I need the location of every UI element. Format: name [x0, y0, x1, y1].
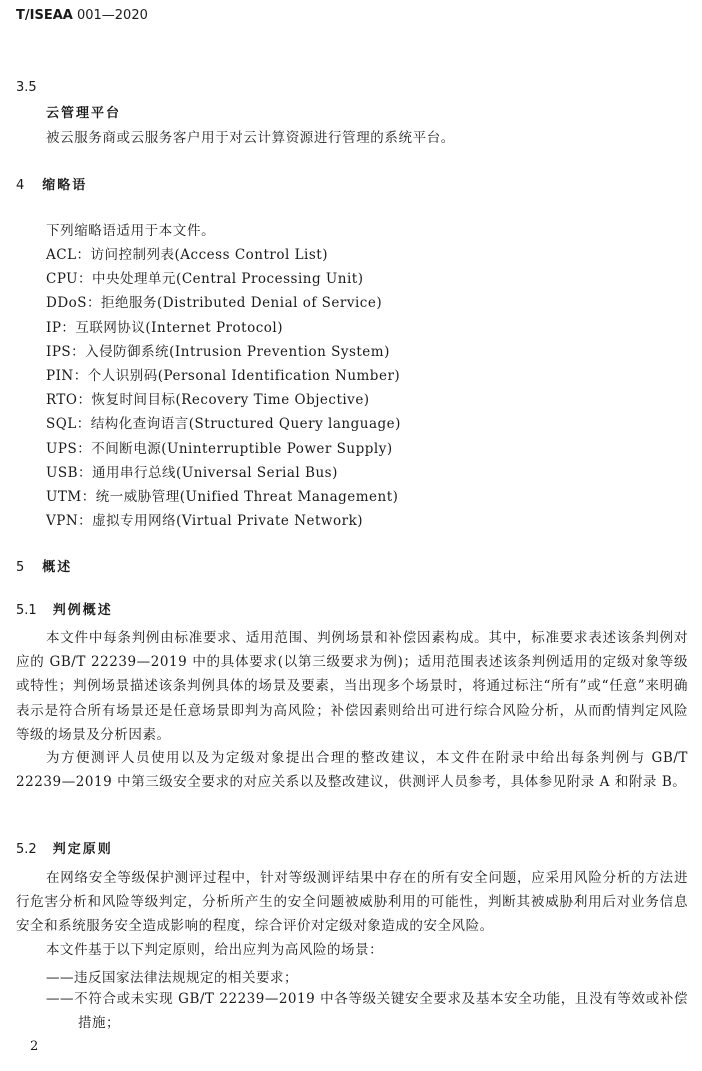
abbreviation-item: IPS：入侵防御系统(Intrusion Prevention System)	[46, 343, 390, 360]
section-5-2-paragraph-1: 在网络安全等级保护测评过程中，针对等级测评结果中存在的所有安全问题，应采用风险分析的方法进行危害分析和风险等级判定，分析所产生的安全问题被威胁利用的可能性，判断其被威胁利用后对业务信息安全和系统服务安全造成影响的程度，综合评价对定级对象造成的安全风险。	[16, 870, 688, 935]
section-5-2-number: 5.2	[16, 842, 37, 857]
abbreviation-item: ACL：访问控制列表(Access Control List)	[46, 247, 328, 263]
standard-number: 001—2020	[76, 8, 148, 23]
section-5-heading	[16, 556, 72, 575]
section-4-number: 4	[16, 178, 25, 193]
criterion-item-1: ——违反国家法律法规规定的相关要求；	[46, 970, 298, 986]
abbreviation-item: UTM：统一威胁管理(Unified Threat Management)	[46, 489, 399, 505]
abbreviation-item: USB：通用串行总线(Universal Serial Bus)	[46, 464, 338, 481]
section-5-1-paragraph-1: 本文件中每条判例由标准要求、适用范围、判例场景和补偿因素构成。其中，标准要求表述该条判例对应的 GB/T 22239—2019 中的具体要求(以第三级要求为例)；适用范围表述该条判例适用的定级对象等级或特性；判例场景描述该条判例具体的场景及要素，当出现多个场景时，将通过标注“所有”或“任意”来明确表示是符合所有场景还是任意场景即判为高风险；补偿因素则给出可进行综合风险分析，从而酌情判定风险等级的场景及分析因素。	[16, 630, 688, 743]
section-5-1-number: 5.1	[16, 603, 37, 618]
page-number: 2	[30, 1039, 39, 1054]
section-5-1-paragraph-2: 为方便测评人员使用以及为定级对象提出合理的整改建议，本文件在附录中给出每条判例与 GB/T 22239—2019 中第三级安全要求的对应关系以及整改建议，供测评人员参考，具体参见附录 A 和附录 B。	[16, 750, 688, 791]
section-5-2-title: 判定原则	[52, 842, 113, 857]
section-5-1-heading	[16, 599, 113, 618]
abbreviation-item: IP：互联网协议(Internet Protocol)	[46, 319, 283, 336]
standard-prefix: T/ISEAA	[16, 8, 73, 23]
clause-3-5-number: 3.5	[16, 80, 37, 95]
abbreviation-item: SQL：结构化查询语言(Structured Query language)	[46, 416, 401, 433]
section-5-title: 概述	[42, 560, 73, 575]
abbreviation-item: UPS：不间断电源(Uninterruptible Power Supply)	[46, 440, 393, 457]
clause-3-5-term: 云管理平台	[46, 106, 122, 121]
abbreviation-item: CPU：中央处理单元(Central Processing Unit)	[46, 271, 364, 288]
criterion-item-2-text: ——不符合或未实现 GB/T 22239—2019 中各等级关键安全要求及基本安全功能，且没有等效或补偿措施；	[46, 991, 688, 1032]
clause-3-5-definition: 被云服务商或云服务客户用于对云计算资源进行管理的系统平台。	[46, 130, 455, 146]
section-5-number: 5	[16, 560, 25, 575]
document-header	[16, 8, 148, 23]
criterion-item-2	[46, 987, 688, 1035]
abbreviation-item: PIN：个人识别码(Personal Identification Number)	[46, 368, 401, 384]
abbreviation-item: RTO：恢复时间目标(Recovery Time Objective)	[46, 392, 370, 409]
section-5-2-heading	[16, 838, 113, 857]
abbreviations-intro: 下列缩略语适用于本文件。	[46, 223, 216, 239]
section-5-2-paragraph-2: 本文件基于以下判定原则，给出应判为高风险的场景：	[46, 942, 384, 958]
abbreviation-item: DDoS：拒绝服务(Distributed Denial of Service)	[46, 295, 383, 312]
section-4-heading	[16, 174, 87, 193]
abbreviation-item: VPN：虚拟专用网络(Virtual Private Network)	[46, 513, 364, 530]
section-5-1-title: 判例概述	[52, 603, 113, 618]
section-4-title: 缩略语	[42, 178, 88, 193]
